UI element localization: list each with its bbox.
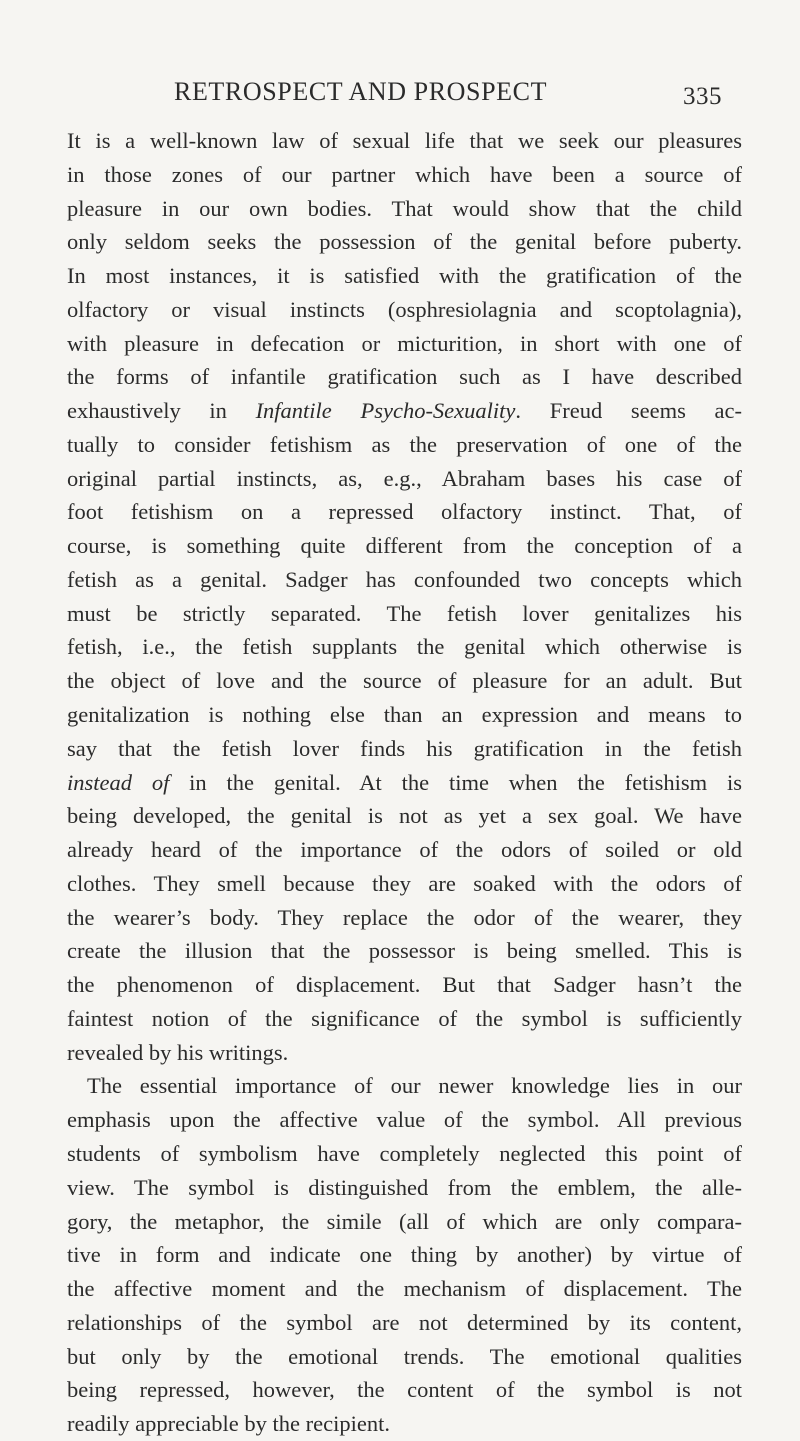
text-line: say that the fetish lover finds his gratification in the fetish <box>67 735 742 761</box>
text-line: view. The symbol is distinguished from the emblem, the alle- <box>67 1174 742 1200</box>
text-line: only seldom seeks the possession of the genital before puberty. <box>67 229 742 255</box>
text-line: students of symbolism have completely neglected this point of <box>67 1140 742 1166</box>
text-line: emphasis upon the affective value of the symbol. All previous <box>67 1107 742 1133</box>
text-line: the affective moment and the mechanism of displacement. The <box>67 1276 742 1302</box>
paragraph-end-line: revealed by his writings. <box>67 1039 289 1065</box>
book-title-italic: Infantile Psycho-Sexuality <box>255 398 516 424</box>
text-line: original partial instincts, as, e.g., Abraham bases his case of <box>67 465 742 491</box>
text-line: the forms of infantile gratification such as I have described <box>67 364 742 390</box>
running-title: RETROSPECT AND PROSPECT <box>174 77 548 106</box>
text-line: olfactory or visual instincts (osphresiolagnia and scoptolagnia), <box>67 296 742 322</box>
text-line: exhaustively in Infantile Psycho-Sexuality. Freud seems ac- <box>67 398 742 424</box>
text-line: genitalization is nothing else than an expression and means to <box>67 702 742 728</box>
text-line: course, is something quite different from the conception of a <box>67 533 742 559</box>
paragraph-end-line: readily appreciable by the recipient. <box>67 1411 390 1437</box>
text-line: faintest notion of the significance of the symbol is sufficiently <box>67 1005 742 1031</box>
text-line: the object of love and the source of pleasure for an adult. But <box>67 668 742 694</box>
text-line: pleasure in our own bodies. That would show that the child <box>67 195 742 221</box>
text-line: create the illusion that the possessor is being smelled. This is <box>67 938 742 964</box>
page-number: 335 <box>683 83 722 110</box>
text-line: being developed, the genital is not as yet a sex goal. We have <box>67 803 742 829</box>
paragraph-start-line: The essential importance of our newer knowledge lies in our <box>87 1073 742 1099</box>
text-line: fetish as a genital. Sadger has confounded two concepts which <box>67 566 742 592</box>
text-line: in those zones of our partner which have been a source of <box>67 161 742 187</box>
text-line: foot fetishism on a repressed olfactory instinct. That, of <box>67 499 742 525</box>
text-line: with pleasure in defecation or micturition, in short with one of <box>67 330 742 356</box>
text-line: fetish, i.e., the fetish supplants the genital which otherwise is <box>67 634 742 660</box>
text-line: being repressed, however, the content of the symbol is not <box>67 1377 742 1403</box>
text-line: It is a well-known law of sexual life that we seek our pleasures <box>67 128 742 153</box>
text-line: tually to consider fetishism as the preservation of one of the <box>67 431 742 457</box>
body-text <box>67 124 742 1441</box>
text-line: relationships of the symbol are not determined by its content, <box>67 1309 742 1335</box>
text-line: clothes. They smell because they are soaked with the odors of <box>67 870 742 896</box>
text-line: tive in form and indicate one thing by another) by virtue of <box>67 1242 742 1268</box>
text-line: In most instances, it is satisfied with the gratification of the <box>67 263 742 289</box>
text-line: must be strictly separated. The fetish lover genitalizes his <box>67 600 742 626</box>
text-line: already heard of the importance of the odors of soiled or old <box>67 837 742 863</box>
text-line: the wearer’s body. They replace the odor of the wearer, they <box>67 904 742 930</box>
text-line: but only by the emotional trends. The emotional qualities <box>67 1343 742 1369</box>
text-line: instead of in the genital. At the time when the fetishism is <box>67 769 743 795</box>
text-line: the phenomenon of displacement. But that Sadger hasn’t the <box>67 972 742 998</box>
emphasis-italic: instead of <box>67 769 170 795</box>
text-line: gory, the metaphor, the simile (all of which are only compara- <box>67 1208 742 1234</box>
running-head <box>0 76 800 116</box>
